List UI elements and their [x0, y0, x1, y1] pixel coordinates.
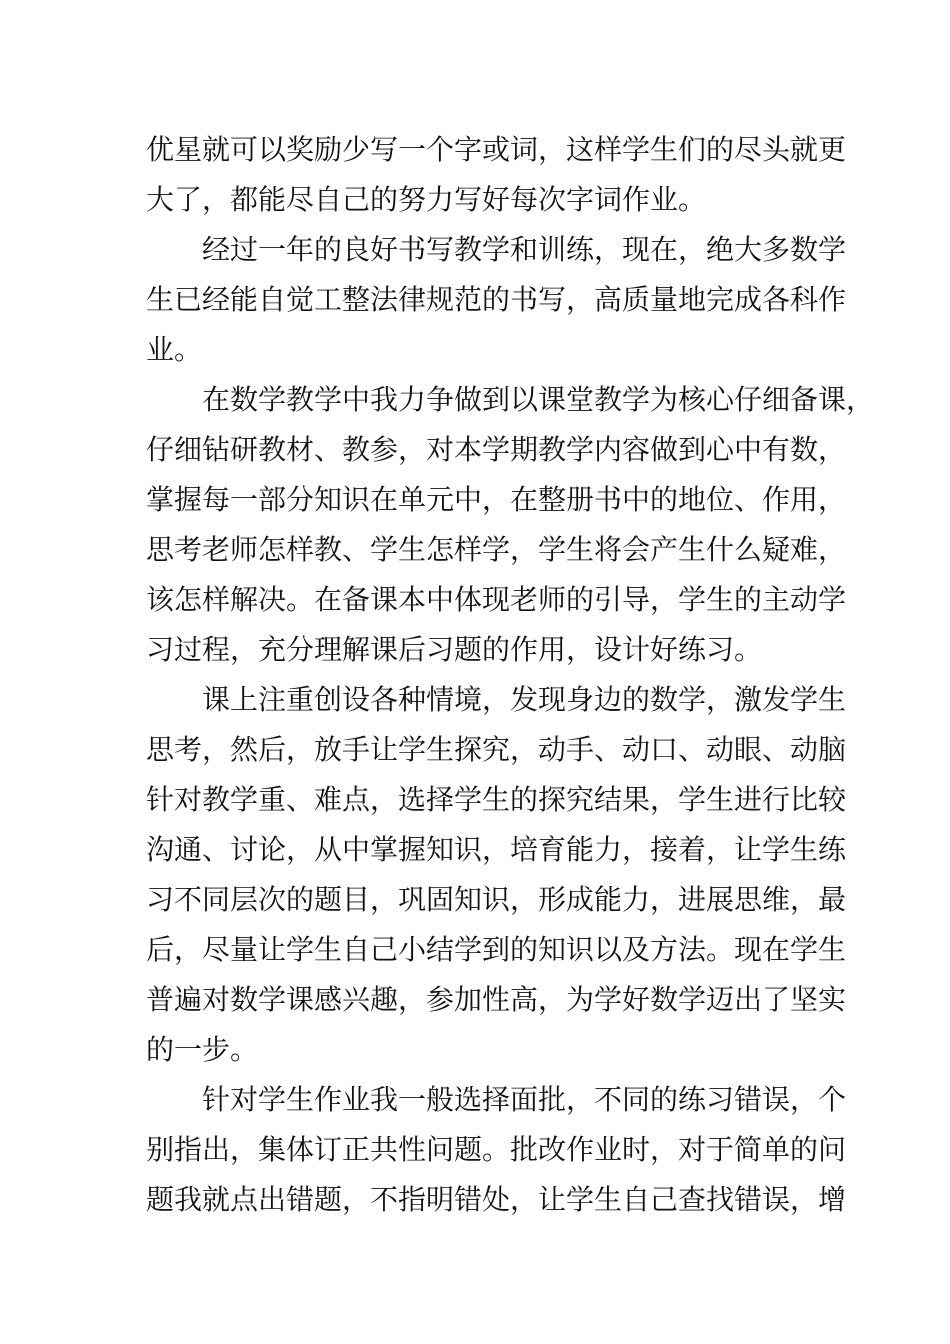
- text-line: 针对学生作业我一般选择面批，不同的练习错误，个: [202, 1083, 847, 1116]
- text-line: 习不同层次的题目，巩固知识，形成能力，进展思维，最: [146, 883, 847, 916]
- text-line: 优星就可以奖励少写一个字或词，这样学生们的尽头就更: [146, 133, 847, 166]
- text-line: 课上注重创设各种情境，发现身边的数学，激发学生: [202, 683, 847, 716]
- text-line: 思考老师怎样教、学生怎样学，学生将会产生什么疑难，: [146, 533, 847, 566]
- text-line: 掌握每一部分知识在单元中，在整册书中的地位、作用，: [146, 483, 847, 516]
- text-line: 普遍对数学课感兴趣，参加性高，为学好数学迈出了坚实: [146, 983, 847, 1016]
- text-line: 别指出，集体订正共性问题。批改作业时，对于简单的问: [146, 1133, 847, 1166]
- text-line: 在数学教学中我力争做到以课堂教学为核心仔细备课，: [202, 383, 875, 416]
- text-line: 的一步。: [146, 1033, 259, 1066]
- text-line: 针对教学重、难点，选择学生的探究结果，学生进行比较: [146, 783, 847, 816]
- text-line: 仔细钻研教材、教参，对本学期教学内容做到心中有数，: [146, 433, 847, 466]
- text-line: 思考，然后，放手让学生探究，动手、动口、动眼、动脑: [146, 733, 847, 766]
- text-line: 生已经能自觉工整法律规范的书写，高质量地完成各科作: [146, 283, 847, 316]
- text-line: 沟通、讨论，从中掌握知识，培育能力，接着，让学生练: [146, 833, 847, 866]
- text-line: 习过程，充分理解课后习题的作用，设计好练习。: [146, 633, 763, 666]
- text-line: 经过一年的良好书写教学和训练，现在，绝大多数学: [202, 233, 847, 266]
- text-line: 大了，都能尽自己的努力写好每次字词作业。: [146, 183, 707, 216]
- text-line: 题我就点出错题，不指明错处，让学生自己查找错误，增: [146, 1183, 847, 1216]
- text-line: 业。: [146, 333, 203, 366]
- text-line: 该怎样解决。在备课本中体现老师的引导，学生的主动学: [146, 583, 847, 616]
- text-line: 后，尽量让学生自己小结学到的知识以及方法。现在学生: [146, 933, 847, 966]
